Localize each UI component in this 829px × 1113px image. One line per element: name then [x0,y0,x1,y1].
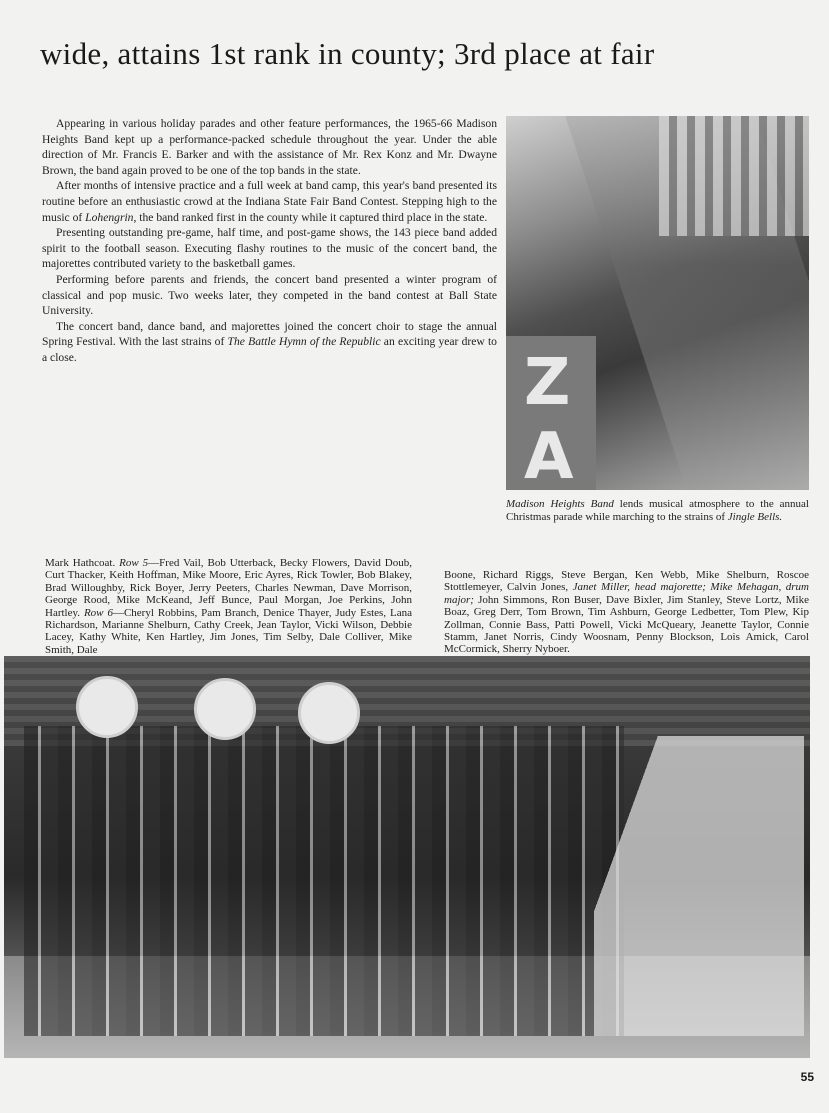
row-5-label: Row 5 [119,557,149,569]
parade-buildings [659,116,809,236]
sousaphone-bell-icon [76,676,138,738]
battle-hymn-title: The Battle Hymn of the Republic [227,335,381,349]
paragraph-2: After months of intensive practice and a full week at band camp, this year's band presented its routine before an enthusiastic crowd at the Indiana State Fair Band Contest. Stepping high to the music of Lohengrin, the band ranked first in the county while it captured third place in the state. [42,179,497,224]
parade-caption: Madison Heights Band lends musical atmosphere to the annual Christmas parade while marching to the strains of Jingle Bells. [506,498,809,523]
paragraph-1: Appearing in various holiday parades and other feature performances, the 1965-66 Madison Heights Band kept up a performance-packed schedule throughout the year. Under the able direction of Mr. Francis E. Barker and with the assistance of Mr. Rex Konz and Mr. Dwayne Brown, the band again proved to be one of the top bands in the state. [42,117,497,177]
parade-photo [506,116,809,490]
sign-letter-a: A [524,420,574,490]
page-number: 55 [800,1070,814,1084]
paragraph-3: Presenting outstanding pre-game, half time, and post-game shows, the 143 piece band added spirit to the football season. Executing flashy routines to the music of the concert band, the majorettes contributed variety to the basketball games. [42,226,497,271]
head-majorette-note: Janet Miller, head majorette; Mike Mehagan, drum major; [444,581,809,606]
page-headline: wide, attains 1st rank in county; 3rd place at fair [40,36,655,71]
paragraph-4: Performing before parents and friends, the concert band presented a winter program of classical and pop music. Two weeks later, they competed in the band contest at Ball State University. [42,272,497,318]
parade-sign [506,336,596,490]
row-6-label: Row 6 [83,606,113,619]
roster-left: Mark Hathcoat. Row 5—Fred Vail, Bob Utterback, Becky Flowers, David Doub, Curt Thacker, Keith Hoffman, Mike Moore, Eric Ayres, Rick Towler, Bob Blakey, Brad Willoughby, Rick Boyer, Jerry Peeters, Charles Newman, Dave Morrison, George Rood, Mike McKeand, Jeff Bunce, Paul Morgan, Joe Perkins, John Hartley. Row 6—Cheryl Robbins, Pam Branch, Denice Thayer, Judy Estes, Lana Richardson, Marianne Shelburn, Cathy Creek, Jean Taylor, Vicki Wilson, Debbie Lacey, Kathy White, Ken Hartley, Jim Jones, Tim Selby, Dale Colliver, Mike Smith, Dale [45,557,413,656]
band-members [24,726,624,1036]
sousaphone-bell-icon [194,678,256,740]
band-group-photo [4,656,810,1058]
article-body [42,116,497,366]
paragraph-5: The concert band, dance band, and majorettes joined the concert choir to stage the annual Spring Festival. With the last strains of The Battle Hymn of the Republic an exciting year drew to a close. [42,319,497,364]
roster-right: Boone, Richard Riggs, Steve Bergan, Ken Webb, Mike Shelburn, Roscoe Stottlemeyer, Calvin Jones, Janet Miller, head majorette; Mike Mehagan, drum major; John Simmons, Ron Buser, Dave Bixler, Jim Stanley, Steve Lortz, Mike Boaz, Greg Derr, Tom Brown, Tim Ashburn, George Ledbetter, Tom Plew, Kip Zollman, Connie Bass, Patti Powell, Vicki McQueary, Jeanette Taylor, Connie Stamm, Janet Norris, Cindy Woosnam, Penny Blockson, Lois Amick, Carol McCormick, Sherry Nyboer. [444,569,809,656]
majorettes-group [594,736,804,1036]
sign-letter-z: Z [524,346,571,420]
sousaphone-bell-icon [298,682,360,744]
lohengrin-title: Lohengrin [85,210,134,224]
